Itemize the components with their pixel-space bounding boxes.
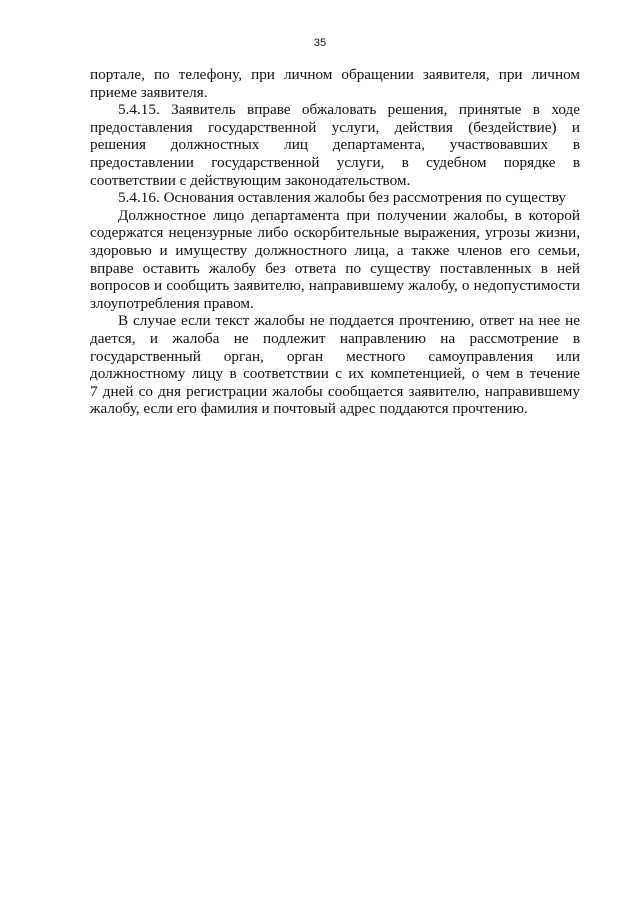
text-line: приеме заявителя. <box>90 83 208 101</box>
text-line: жалобу, если его фамилия и почтовый адрес поддаются прочтению. <box>90 400 528 418</box>
paragraph <box>90 101 580 189</box>
text-line: государственный орган, орган местного самоуправления или <box>90 347 580 365</box>
paragraph <box>90 189 580 207</box>
document-body <box>90 66 580 418</box>
paragraph <box>90 66 580 101</box>
paragraph <box>90 207 580 313</box>
paragraph <box>90 312 580 418</box>
page-number: 35 <box>313 37 327 49</box>
text-line: 5.4.16. Основания оставления жалобы без рассмотрения по существу <box>118 189 566 207</box>
text-line: здоровью и имуществу должностного лица, а также членов его семьи, <box>90 241 580 259</box>
text-line: дается, и жалоба не подлежит направлению на рассмотрение в <box>90 329 580 347</box>
text-line: портале, по телефону, при личном обращении заявителя, при личном <box>90 66 580 83</box>
text-line: злоупотребления правом. <box>90 294 254 312</box>
text-line: Должностное лицо департамента при получении жалобы, в которой <box>118 206 580 224</box>
text-line: решения должностных лиц департамента, участвовавших в <box>90 136 580 154</box>
text-line: соответствии с действующим законодательством. <box>90 171 411 189</box>
text-line: вправе оставить жалобу без ответа по существу поставленных в ней <box>90 259 580 277</box>
text-line: содержатся нецензурные либо оскорбительные выражения, угрозы жизни, <box>90 224 580 242</box>
text-line: 5.4.15. Заявитель вправе обжаловать решения, принятые в ходе <box>118 101 580 119</box>
text-line: предоставлении государственной услуги, в судебном порядке в <box>90 153 580 171</box>
text-line: предоставления государственной услуги, действия (бездействие) и <box>90 118 580 136</box>
text-line: должностному лицу в соответствии с их компетенцией, о чем в течение <box>90 365 580 383</box>
text-line: В случае если текст жалобы не поддается прочтению, ответ на нее не <box>118 312 580 330</box>
text-line: вопросов и сообщить заявителю, направившему жалобу, о недопустимости <box>90 277 580 295</box>
text-line: 7 дней со дня регистрации жалобы сообщается заявителю, направившему <box>90 382 580 400</box>
